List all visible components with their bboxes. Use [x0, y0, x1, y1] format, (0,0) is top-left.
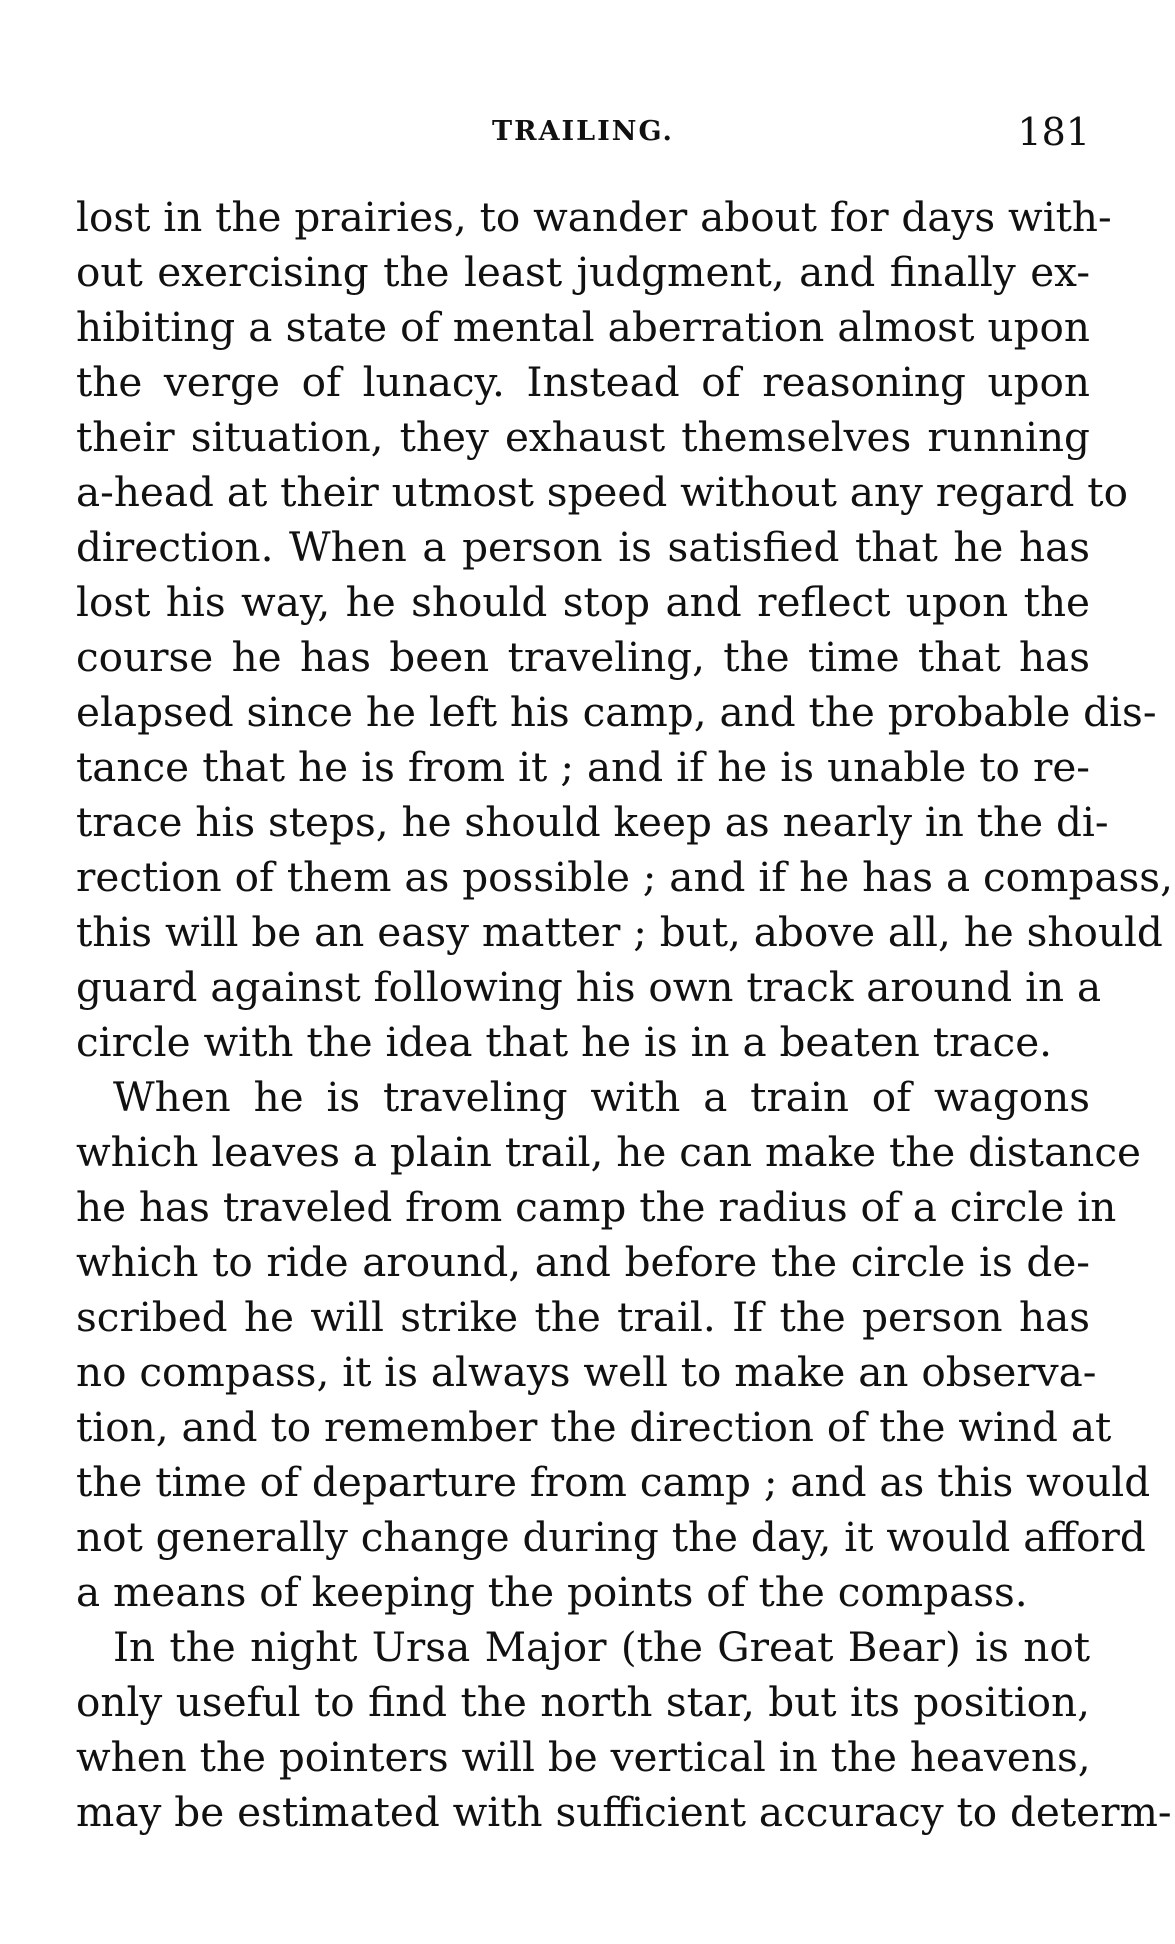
text-line: elapsed since he left his camp, and the probable dis-	[76, 688, 1157, 736]
text-line: this will be an easy matter ; but, above all, he should	[76, 908, 1163, 956]
text-line: out exercising the least judgment, and finally ex-	[76, 248, 1090, 296]
text-line: lost in the prairies, to wander about for days with-	[76, 193, 1112, 241]
text-line: rection of them as possible ; and if he has a compass,	[76, 853, 1173, 901]
text-line: scribed he will strike the trail. If the person has	[76, 1293, 1090, 1341]
text-line: course he has been traveling, the time that has	[76, 633, 1090, 681]
page-number: 181	[1017, 110, 1090, 154]
text-line: no compass, it is always well to make an observa-	[76, 1348, 1097, 1396]
text-line: may be estimated with sufficient accuracy to determ-	[76, 1788, 1172, 1836]
text-line: trace his steps, he should keep as nearly in the di-	[76, 798, 1109, 846]
text-line: direction. When a person is satisfied that he has	[76, 523, 1090, 571]
text-line: only useful to find the north star, but its position,	[76, 1678, 1090, 1726]
text-line: he has traveled from camp the radius of a circle in	[76, 1183, 1117, 1231]
text-line: tance that he is from it ; and if he is unable to re-	[76, 743, 1090, 791]
text-line: hibiting a state of mental aberration almost upon	[76, 303, 1090, 351]
text-line: which leaves a plain trail, he can make the distance	[76, 1128, 1141, 1176]
text-line: the verge of lunacy. Instead of reasoning upon	[76, 358, 1090, 406]
text-line: the time of departure from camp ; and as this would	[76, 1458, 1151, 1506]
text-line: guard against following his own track around in a	[76, 963, 1102, 1011]
text-line: tion, and to remember the direction of the wind at	[76, 1403, 1112, 1451]
text-line: their situation, they exhaust themselves running	[76, 413, 1090, 461]
text-line: not generally change during the day, it would afford	[76, 1513, 1146, 1561]
text-line: In the night Ursa Major (the Great Bear) is not	[113, 1623, 1090, 1671]
text-line: a means of keeping the points of the compass.	[76, 1568, 1028, 1616]
page-header	[76, 110, 1090, 160]
running-head: TRAILING.	[492, 116, 674, 147]
text-line: a-head at their utmost speed without any regard to	[76, 468, 1128, 516]
text-line: When he is traveling with a train of wagons	[113, 1073, 1090, 1121]
text-line: which to ride around, and before the circle is de-	[76, 1238, 1090, 1286]
text-line: when the pointers will be vertical in the heavens,	[76, 1733, 1091, 1781]
text-line: lost his way, he should stop and reflect upon the	[76, 578, 1090, 626]
text-line: circle with the idea that he is in a beaten trace.	[76, 1018, 1053, 1066]
body-text	[76, 190, 1173, 1840]
